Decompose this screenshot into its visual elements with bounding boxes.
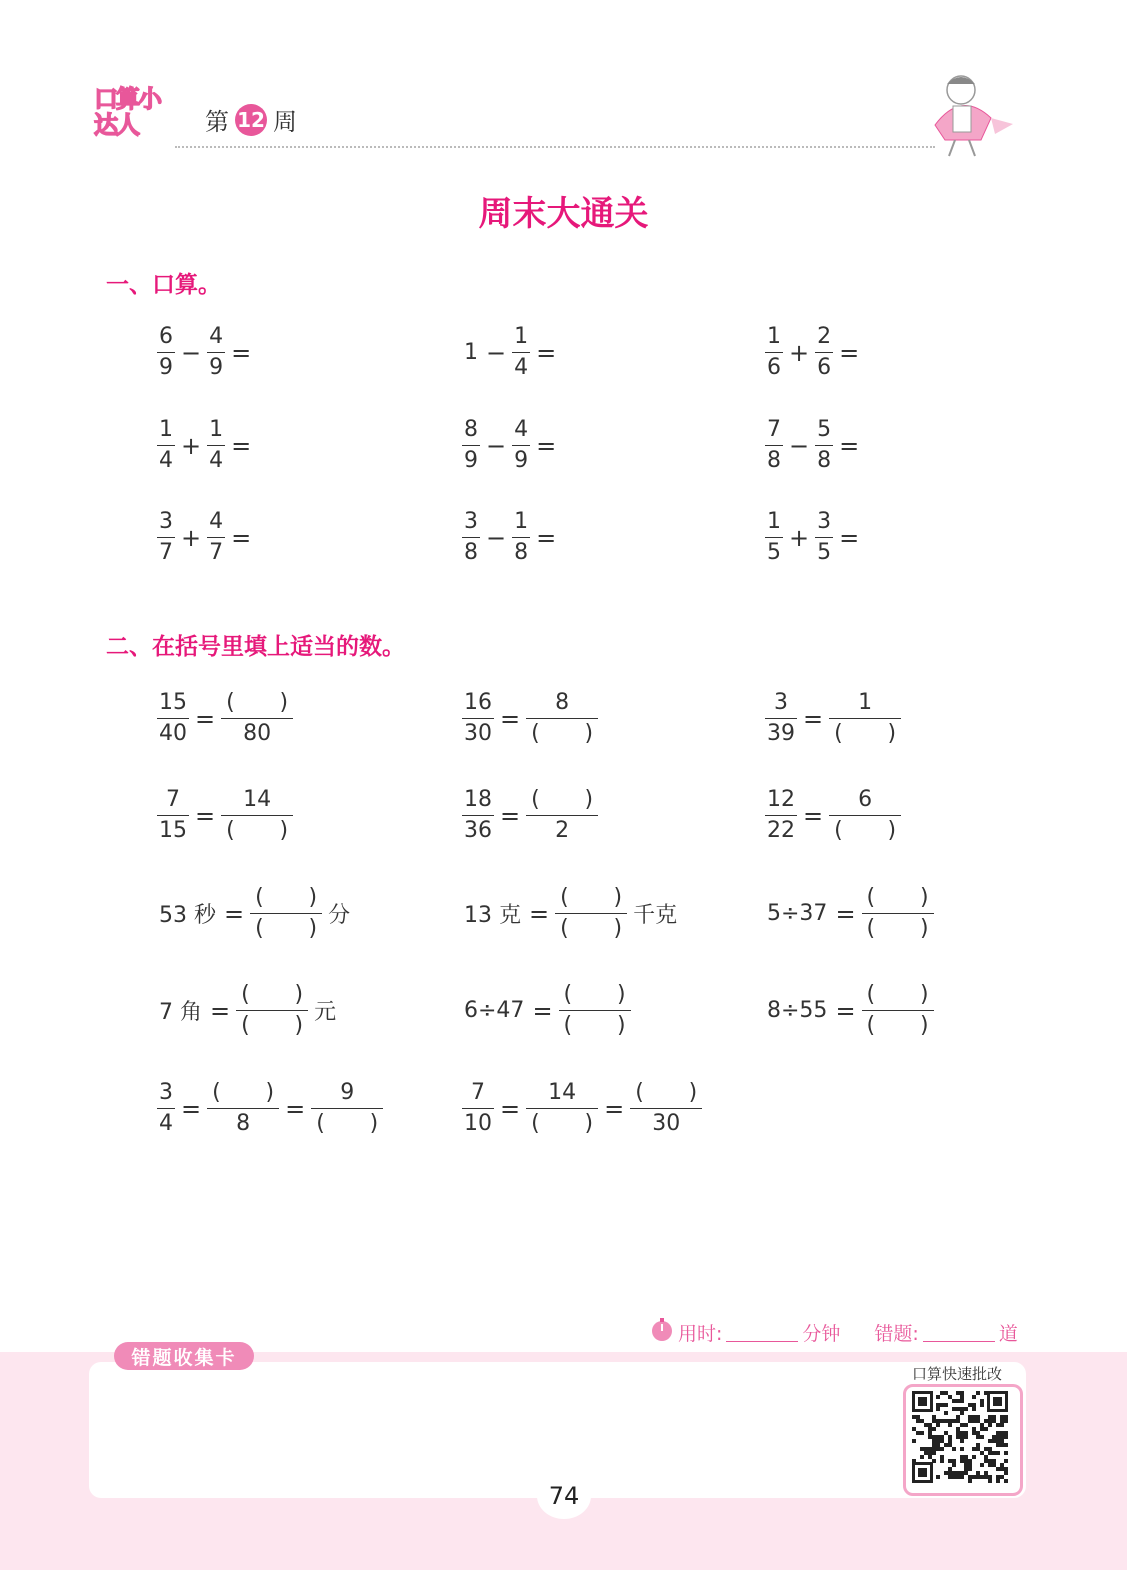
answer-fraction-blank-top[interactable]: ( ) bbox=[560, 885, 623, 910]
answer-fraction bbox=[862, 883, 934, 944]
answer-fraction bbox=[555, 883, 627, 944]
fill-blank-item[interactable]: $\frac{15}{40}$ = ( ) 80 bbox=[155, 688, 295, 749]
errors-blank[interactable] bbox=[923, 1323, 995, 1342]
fill-blank-item[interactable]: 7 角 = ( ) ( ) 元 bbox=[155, 980, 340, 1041]
page-title: 周末大通关 bbox=[478, 194, 649, 234]
fraction: $\frac{12}{22}$ bbox=[767, 787, 795, 843]
oral-calc-item[interactable]: $\frac{1}{6}$ + $\frac{2}{6}$ = bbox=[763, 322, 863, 383]
logo bbox=[94, 86, 180, 150]
answer-fraction bbox=[559, 980, 631, 1041]
fraction: $\frac{4}{9}$ bbox=[209, 324, 224, 380]
oral-calc-item[interactable]: $\frac{1}{4}$ + $\frac{1}{4}$ = bbox=[155, 415, 255, 476]
fraction: $\frac{7}{8}$ bbox=[767, 417, 781, 473]
answer-fraction: 1 ( ) bbox=[829, 688, 901, 749]
minutes-label: 分钟 bbox=[802, 1323, 841, 1345]
fraction: $\frac{1}{5}$ bbox=[767, 509, 781, 565]
fraction: $\frac{4}{7}$ bbox=[209, 509, 224, 565]
answer-fraction bbox=[862, 980, 934, 1041]
oral-calc-item[interactable]: $\frac{3}{7}$ + $\frac{4}{7}$ = bbox=[155, 507, 255, 568]
fraction: $\frac{3}{4}$ bbox=[159, 1080, 173, 1136]
fraction: $\frac{16}{30}$ bbox=[464, 690, 492, 746]
fill-blank-item[interactable]: $\frac{18}{36}$ = ( ) 2 bbox=[460, 785, 600, 846]
answer-fraction-blank-top[interactable]: ( ) bbox=[241, 982, 304, 1007]
fraction: $\frac{5}{8}$ bbox=[817, 417, 832, 473]
answer-fraction-blank-bottom[interactable]: ( ) bbox=[866, 1013, 929, 1038]
time-used-label: 用时: bbox=[678, 1323, 723, 1345]
answer-fraction: 9 ( ) bbox=[311, 1078, 383, 1139]
fraction: $\frac{7}{10}$ bbox=[464, 1080, 492, 1136]
fill-blank-item[interactable]: $\frac{3}{39}$ = 1 ( ) bbox=[763, 688, 903, 749]
page-number: 74 bbox=[537, 1473, 591, 1519]
fill-blank-item[interactable]: 53 秒 = ( ) ( ) 分 bbox=[155, 883, 354, 944]
fraction: $\frac{1}{8}$ bbox=[514, 509, 529, 565]
qr-code[interactable] bbox=[903, 1384, 1023, 1496]
stopwatch-icon bbox=[650, 1318, 674, 1347]
fraction: $\frac{18}{36}$ bbox=[464, 787, 492, 843]
answer-fraction: ( ) 30 bbox=[630, 1078, 702, 1139]
fraction: $\frac{4}{9}$ bbox=[514, 417, 529, 473]
header-divider bbox=[175, 146, 935, 148]
answer-fraction: ( ) 2 bbox=[526, 785, 598, 846]
answer-fraction-blank-top[interactable]: ( ) bbox=[866, 982, 929, 1007]
answer-fraction-blank-bottom[interactable]: ( ) bbox=[226, 818, 289, 843]
fill-blank-item[interactable]: 13 克 = ( ) ( ) 千克 bbox=[460, 883, 681, 944]
answer-fraction-blank-top[interactable]: ( ) bbox=[255, 885, 318, 910]
answer-fraction-blank-top[interactable]: ( ) bbox=[226, 690, 289, 715]
fraction: $\frac{2}{6}$ bbox=[817, 324, 832, 380]
errors-label: 错题: bbox=[874, 1323, 919, 1345]
fraction: $\frac{1}{4}$ bbox=[514, 324, 529, 380]
answer-fraction: ( ) 80 bbox=[221, 688, 293, 749]
answer-fraction: 8 ( ) bbox=[526, 688, 598, 749]
error-card-label: 错题收集卡 bbox=[114, 1342, 254, 1370]
week-number-badge: 12 bbox=[235, 104, 267, 136]
errors-unit: 道 bbox=[998, 1323, 1018, 1345]
fill-blank-item[interactable]: 8÷55 = ( ) ( ) bbox=[763, 980, 936, 1041]
oral-calc-item[interactable]: $\frac{1}{5}$ + $\frac{3}{5}$ = bbox=[763, 507, 863, 568]
answer-fraction-blank-bottom[interactable]: ( ) bbox=[563, 1013, 626, 1038]
fraction: $\frac{3}{39}$ bbox=[767, 690, 795, 746]
answer-fraction-blank-bottom[interactable]: ( ) bbox=[560, 916, 623, 941]
oral-calc-item[interactable]: $\frac{6}{9}$ − $\frac{4}{9}$ = bbox=[155, 322, 255, 383]
oral-calc-item[interactable]: $\frac{7}{8}$ − $\frac{5}{8}$ = bbox=[763, 415, 863, 476]
oral-calc-item[interactable]: 1 − $\frac{1}{4}$ = bbox=[460, 322, 560, 383]
fraction: $\frac{3}{8}$ bbox=[464, 509, 478, 565]
fill-blank-item[interactable]: $\frac{7}{15}$ = 14 ( ) bbox=[155, 785, 295, 846]
answer-fraction: ( ) 8 bbox=[207, 1078, 279, 1139]
fraction: $\frac{7}{15}$ bbox=[159, 787, 187, 843]
answer-fraction-blank-bottom[interactable]: ( ) bbox=[834, 721, 897, 746]
answer-fraction-blank-bottom[interactable]: ( ) bbox=[834, 818, 897, 843]
fraction: $\frac{1}{4}$ bbox=[209, 417, 224, 473]
fill-blank-item[interactable]: 6÷47 = ( ) ( ) bbox=[460, 980, 633, 1041]
answer-fraction-blank-top[interactable]: ( ) bbox=[635, 1080, 698, 1105]
oral-calc-item[interactable]: $\frac{8}{9}$ − $\frac{4}{9}$ = bbox=[460, 415, 560, 476]
fill-blank-item[interactable]: 5÷37 = ( ) ( ) bbox=[763, 883, 936, 944]
qr-label: 口算快速批改 bbox=[912, 1365, 1003, 1383]
fraction: $\frac{6}{9}$ bbox=[159, 324, 173, 380]
answer-fraction-blank-bottom[interactable]: ( ) bbox=[255, 916, 318, 941]
answer-fraction-blank-bottom[interactable]: ( ) bbox=[866, 916, 929, 941]
week-suffix: 周 bbox=[273, 108, 297, 136]
answer-fraction-blank-bottom[interactable]: ( ) bbox=[531, 1111, 594, 1136]
fraction: $\frac{1}{6}$ bbox=[767, 324, 781, 380]
answer-fraction-blank-top[interactable]: ( ) bbox=[563, 982, 626, 1007]
answer-fraction: 14 ( ) bbox=[526, 1078, 598, 1139]
time-blank[interactable] bbox=[726, 1323, 798, 1342]
logo-text: 口算小达人 bbox=[94, 85, 160, 139]
answer-fraction-blank-top[interactable]: ( ) bbox=[212, 1080, 275, 1105]
answer-fraction: 6 ( ) bbox=[829, 785, 901, 846]
answer-fraction bbox=[236, 980, 308, 1041]
section-2-heading: 二、在括号里填上适当的数。 bbox=[106, 634, 405, 660]
oral-calc-item[interactable]: $\frac{3}{8}$ − $\frac{1}{8}$ = bbox=[460, 507, 560, 568]
fraction: $\frac{1}{4}$ bbox=[159, 417, 173, 473]
fill-blank-item[interactable]: $\frac{3}{4}$ = ( ) 8 = 9 ( ) bbox=[155, 1078, 385, 1139]
answer-fraction: 14 ( ) bbox=[221, 785, 293, 846]
answer-fraction-blank-bottom[interactable]: ( ) bbox=[241, 1013, 304, 1038]
fraction: $\frac{8}{9}$ bbox=[464, 417, 478, 473]
answer-fraction-blank-top[interactable]: ( ) bbox=[531, 787, 594, 812]
answer-fraction-blank-bottom[interactable]: ( ) bbox=[531, 721, 594, 746]
fraction: $\frac{15}{40}$ bbox=[159, 690, 187, 746]
section-1-heading: 一、口算。 bbox=[106, 272, 221, 298]
week-indicator bbox=[205, 102, 297, 137]
answer-fraction bbox=[250, 883, 322, 944]
fraction: $\frac{3}{7}$ bbox=[159, 509, 173, 565]
fraction: $\frac{3}{5}$ bbox=[817, 509, 832, 565]
fill-blank-item[interactable]: $\frac{16}{30}$ = 8 ( ) bbox=[460, 688, 600, 749]
timing-bar bbox=[650, 1318, 1018, 1347]
fill-blank-item[interactable]: $\frac{7}{10}$ = 14 ( ) = ( ) 30 bbox=[460, 1078, 704, 1139]
fill-blank-item[interactable]: $\frac{12}{22}$ = 6 ( ) bbox=[763, 785, 903, 846]
answer-fraction-blank-top[interactable]: ( ) bbox=[866, 885, 929, 910]
answer-fraction-blank-bottom[interactable]: ( ) bbox=[316, 1111, 379, 1136]
week-prefix: 第 bbox=[205, 108, 229, 136]
mascot-illustration bbox=[925, 70, 1015, 158]
